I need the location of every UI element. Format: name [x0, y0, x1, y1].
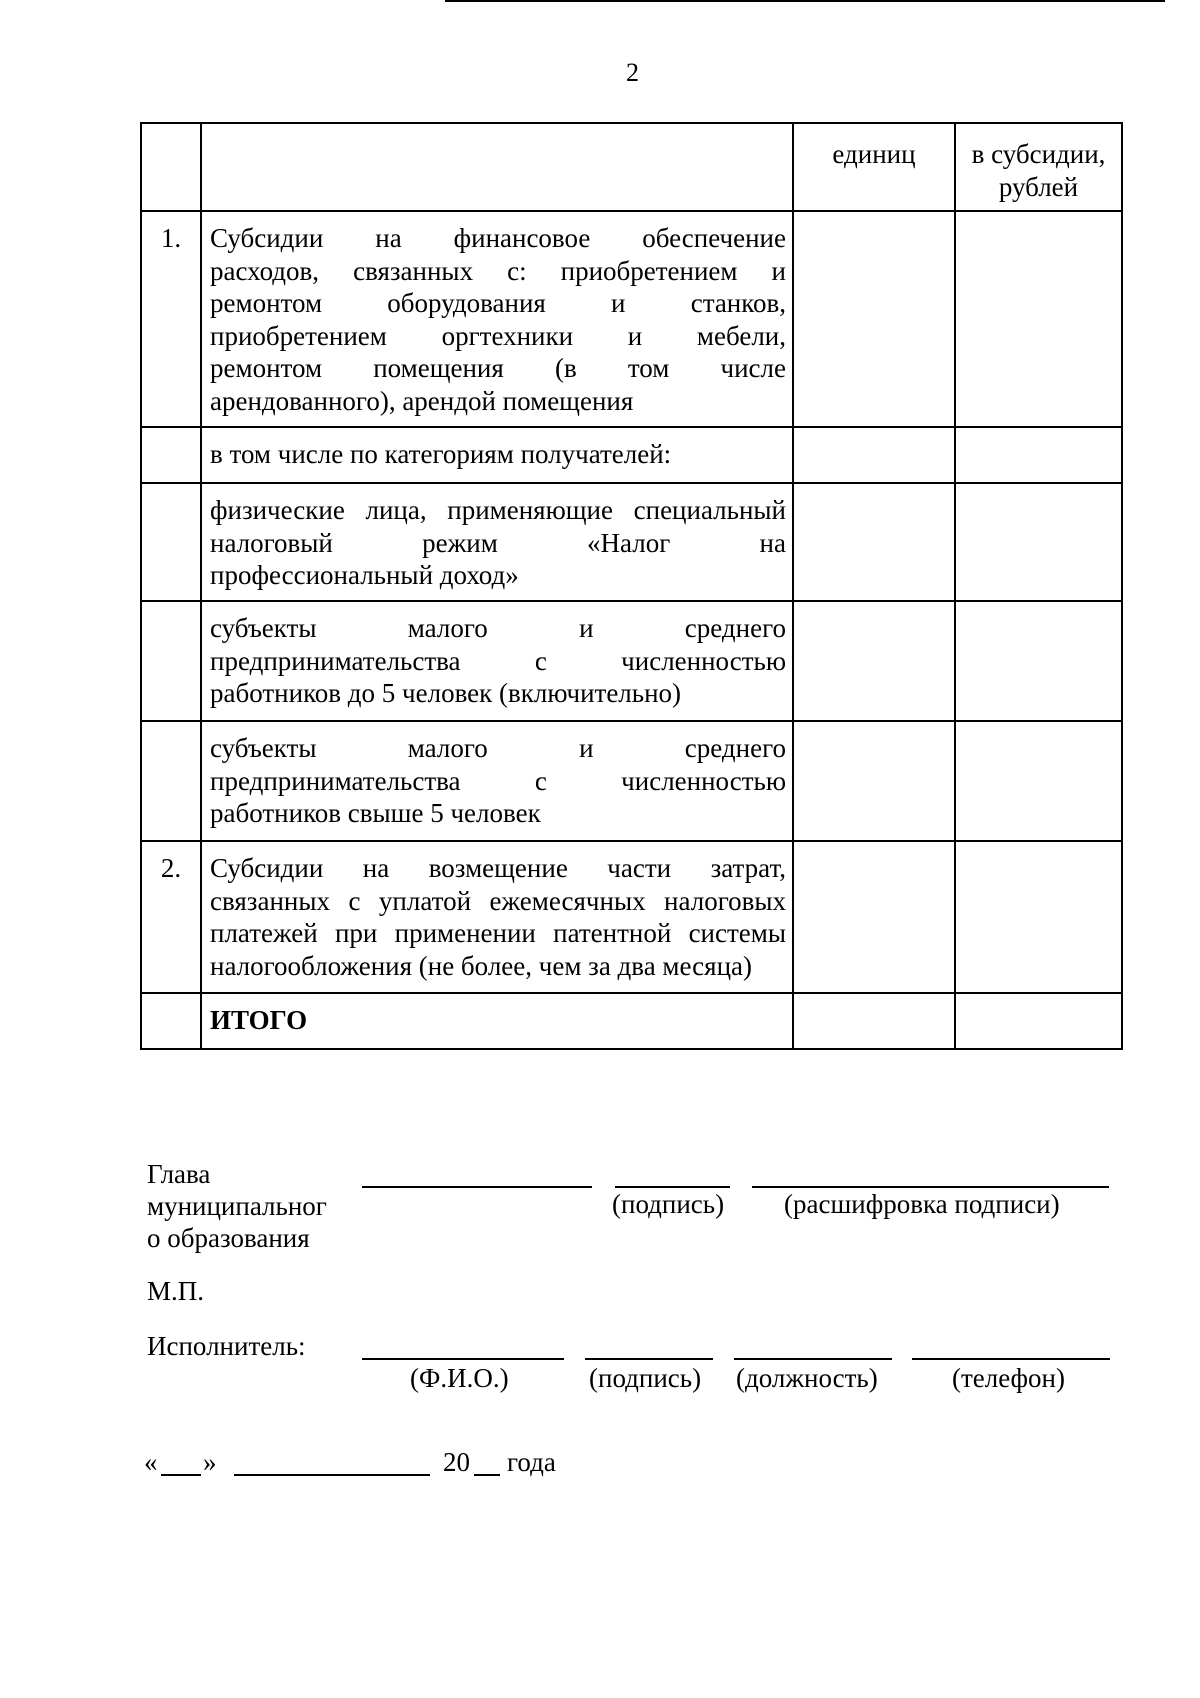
date-month-line [234, 1474, 430, 1476]
row-description-cell [201, 483, 793, 601]
row-text-line: ремонтом помещения (в том числе [210, 353, 786, 383]
row-text-line: профессиональный доход» [210, 560, 519, 590]
top-border-line [445, 0, 1165, 2]
row-text-line: приобретением оргтехники и мебели, [210, 320, 786, 351]
row-description-cell [201, 427, 793, 483]
row-description-cell [201, 993, 793, 1049]
phone-caption: (телефон) [952, 1363, 1065, 1393]
row-text-line: Субсидии на финансовое обеспечение [210, 223, 786, 253]
row-number-cell: 2. [141, 841, 201, 993]
date-year-line [474, 1474, 500, 1476]
row-text-line: Субсидии на возмещение части затрат, [210, 853, 786, 883]
row-text-line: налогообложения (не более, чем за два месяца) [210, 950, 752, 981]
row-number-cell [141, 601, 201, 721]
row-subsidy-cell [955, 483, 1122, 601]
header-subsidy-cell [955, 123, 1122, 211]
executor-position-line [734, 1358, 892, 1360]
header-units-cell: единиц [793, 123, 955, 211]
table-row [141, 601, 1122, 721]
row-text-line: расходов, связанных с: приобретением и [210, 255, 786, 286]
head-sign-caption: (подпись) [612, 1189, 725, 1219]
row-text-line: арендованного), арендой помещения [210, 385, 634, 416]
row-number-cell [141, 483, 201, 601]
row-text-line: субъекты малого и среднего [210, 613, 786, 643]
row-text-line: работников свыше 5 человек [210, 798, 541, 828]
row-number-cell [141, 721, 201, 841]
table-row [141, 483, 1122, 601]
subsidy-table [140, 122, 1123, 1050]
executor-sign-caption: (подпись) [589, 1363, 702, 1393]
executor-phone-line [912, 1358, 1110, 1360]
table-row [141, 721, 1122, 841]
executor-fio-line [362, 1358, 564, 1360]
row-text-line: физические лица, применяющие специальный [210, 495, 786, 525]
row-text-line: ремонтом оборудования и станков, [210, 288, 786, 318]
head-title-line1: Глава [147, 1159, 211, 1189]
header-num-cell [141, 123, 201, 211]
row-units-cell [793, 211, 955, 427]
row-description-cell [201, 601, 793, 721]
header-subsidy-line1: в субсидии, [971, 139, 1106, 169]
row-subsidy-cell [955, 841, 1122, 993]
table-row [141, 427, 1122, 483]
row-number-cell [141, 993, 201, 1049]
head-title-line2: муниципальног [147, 1191, 327, 1221]
executor-signature-line [585, 1358, 713, 1360]
stamp-label: М.П. [147, 1276, 205, 1306]
date-day-line [161, 1474, 201, 1476]
head-title-line3: о образования [147, 1223, 310, 1253]
table-row [141, 993, 1122, 1049]
row-units-cell [793, 483, 955, 601]
head-decode-caption: (расшифровка подписи) [784, 1189, 1060, 1219]
header-name-cell [201, 123, 793, 211]
row-description-cell [201, 841, 793, 993]
date-year-prefix: 20 [443, 1447, 470, 1477]
row-description-cell [201, 211, 793, 427]
row-subsidy-cell [955, 211, 1122, 427]
page-number: 2 [626, 58, 639, 87]
executor-label: Исполнитель: [147, 1331, 306, 1361]
table-header-row [141, 123, 1122, 211]
row-units-cell [793, 721, 955, 841]
date-quote-close: » [203, 1447, 217, 1477]
row-number-cell: 1. [141, 211, 201, 427]
row-units-cell [793, 427, 955, 483]
row-text-line: связанных с уплатой ежемесячных налоговых [210, 885, 786, 916]
row-text-line: ИТОГО [210, 1005, 308, 1035]
fio-caption: (Ф.И.О.) [410, 1363, 509, 1393]
row-subsidy-cell [955, 601, 1122, 721]
row-text-line: субъекты малого и среднего [210, 733, 786, 763]
table-row [141, 211, 1122, 427]
row-text-line: работников до 5 человек (включительно) [210, 678, 682, 708]
date-quote-open: « [144, 1447, 158, 1477]
position-caption: (должность) [736, 1363, 878, 1393]
row-units-cell [793, 841, 955, 993]
row-units-cell [793, 993, 955, 1049]
row-subsidy-cell [955, 427, 1122, 483]
row-description-cell [201, 721, 793, 841]
row-subsidy-cell [955, 721, 1122, 841]
row-text-line: в том числе по категориям получателей: [210, 439, 672, 469]
table-row [141, 841, 1122, 993]
row-number-cell [141, 427, 201, 483]
row-units-cell [793, 601, 955, 721]
date-year-suffix: года [507, 1447, 556, 1477]
row-text-line: предпринимательства с численностью [210, 645, 786, 676]
row-subsidy-cell [955, 993, 1122, 1049]
header-subsidy-line2: рублей [998, 171, 1079, 202]
row-text-line: налоговый режим «Налог на [210, 527, 786, 558]
row-text-line: платежей при применении патентной системы [210, 918, 786, 948]
row-text-line: предпринимательства с численностью [210, 765, 786, 796]
head-name-line [362, 1186, 592, 1188]
